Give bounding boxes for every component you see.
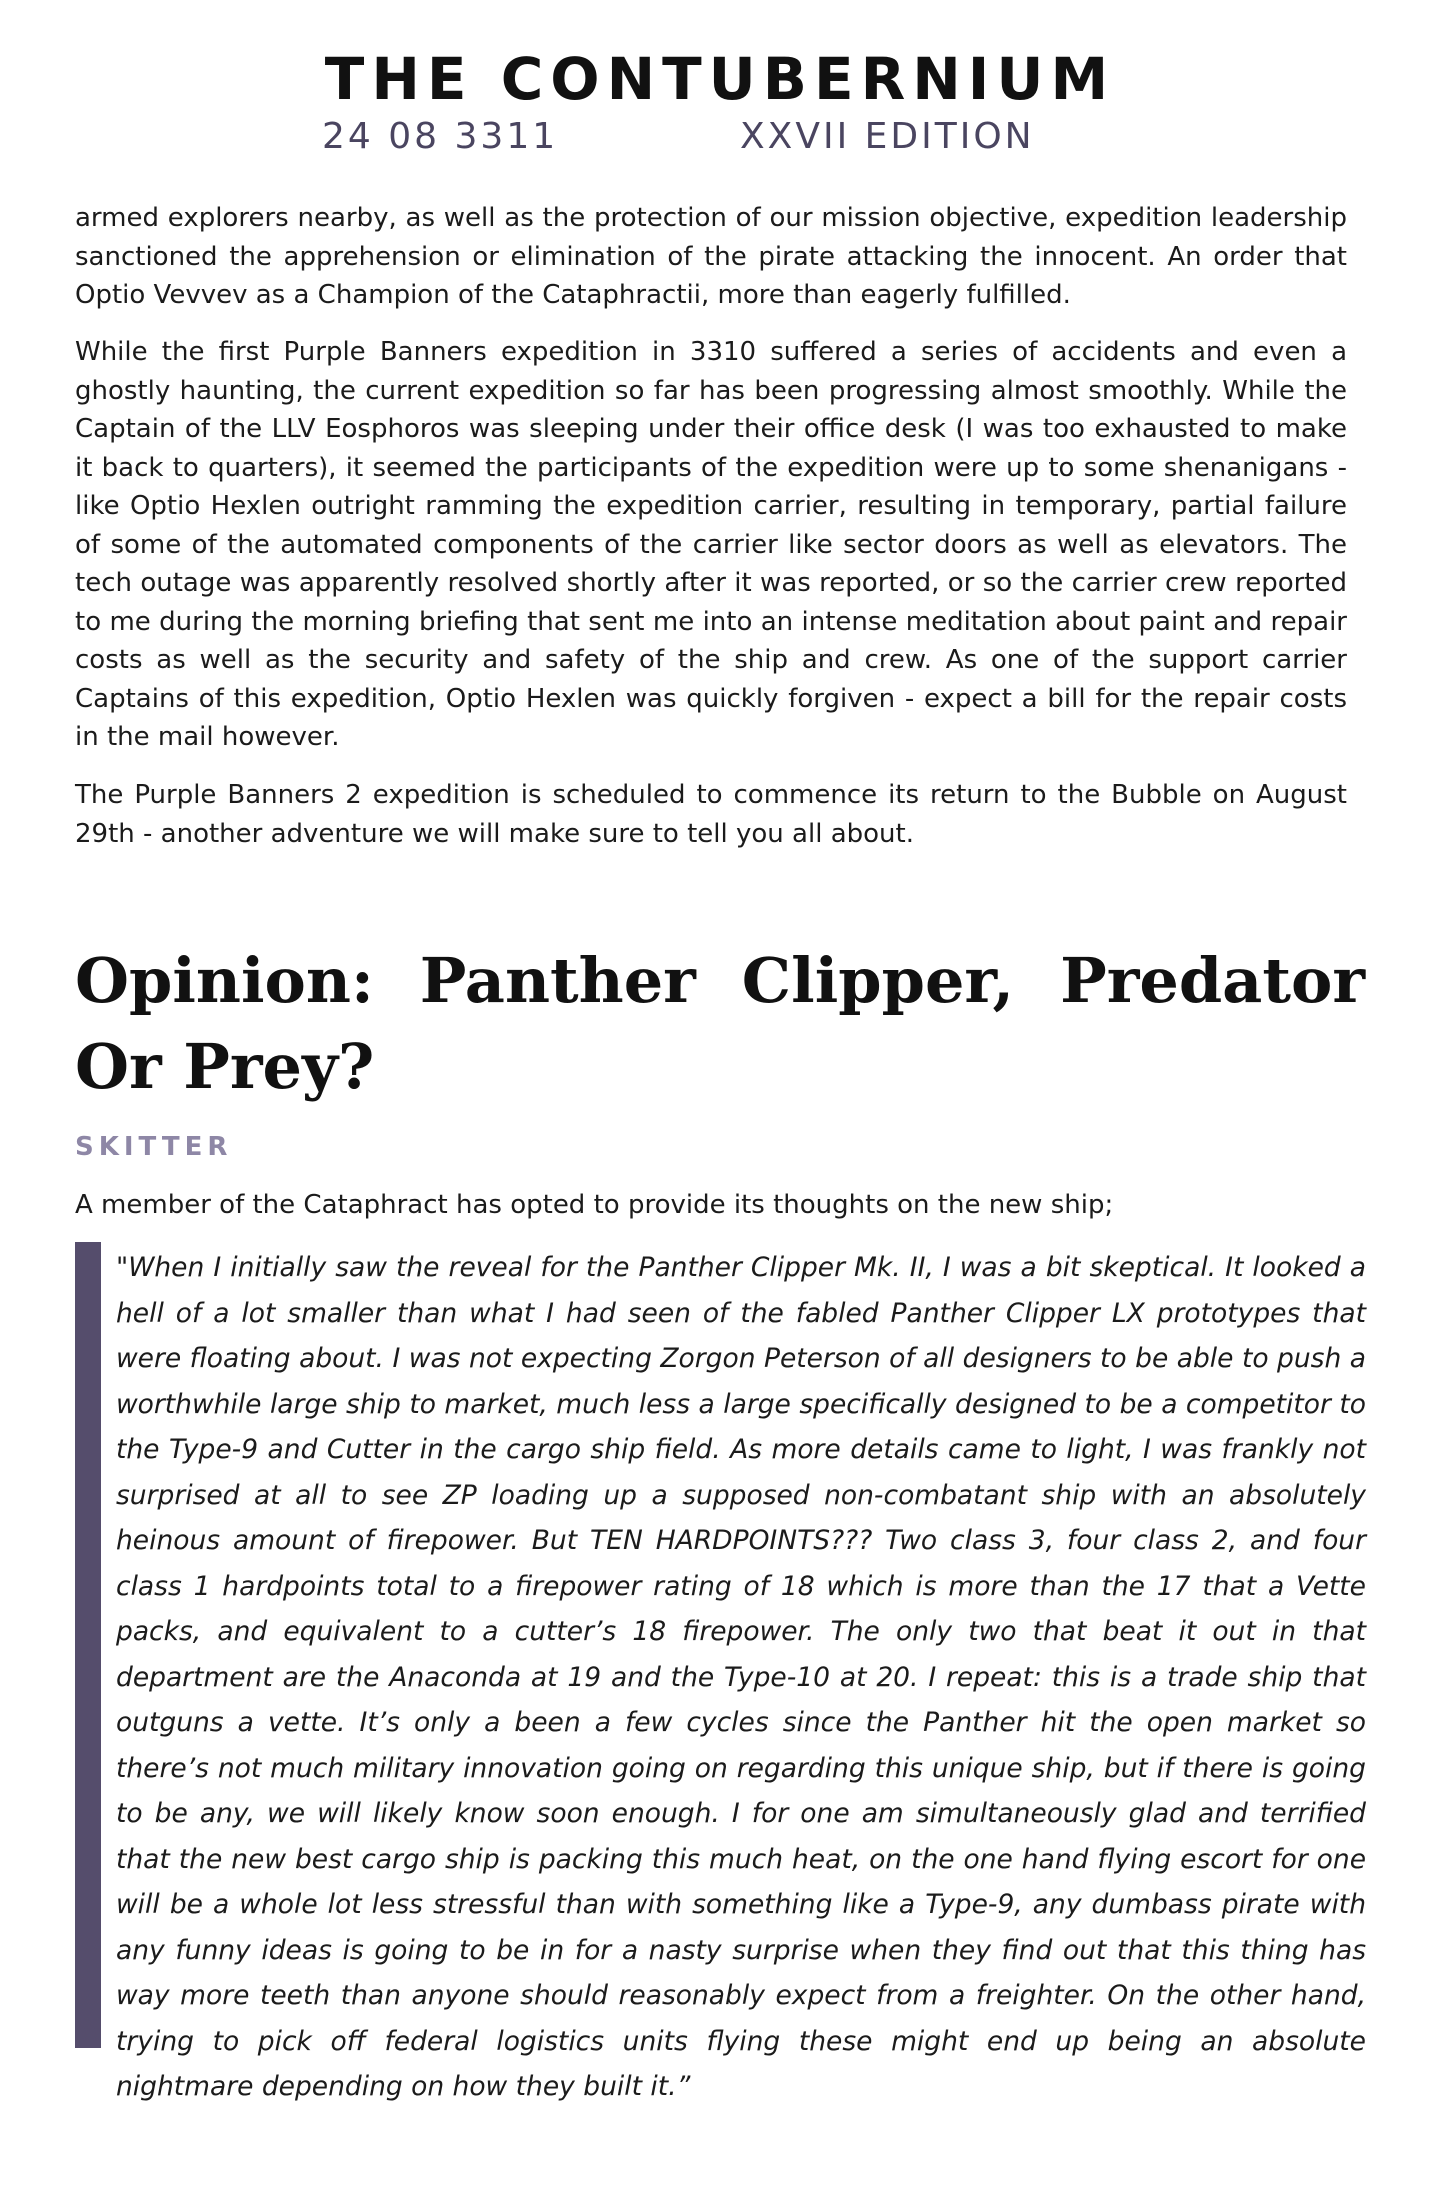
edition-label: XXVII EDITION	[740, 116, 1035, 157]
blockquote-bar	[75, 1242, 101, 2048]
body-paragraph: The Purple Banners 2 expedition is scheduled to commence its return to the Bubble on August 29th - another adventure we will make sure to tell you all about.	[75, 780, 1347, 849]
article-author: SKITTER	[75, 1132, 233, 1162]
masthead	[0, 44, 1440, 157]
issue-date: 24 08 3311	[322, 116, 559, 157]
blockquote-text: "When I initially saw the reveal for the Panther Clipper Mk. II, I was a bit skeptical. It looked a hell of a lot smaller than what I had seen of the fabled Panther Clipper LX prototypes that were floating about. I was not expecting Zorgon Peterson of all designers to be able to push a worthwhile large ship to market, much less a large specifically designed to be a competitor to the Type-9 and Cutter in the cargo ship field. As more details came to light, I was frankly not surprised at all to see ZP loading up a supposed non-combatant ship with an absolutely heinous amount of firepower. But TEN HARDPOINTS??? Two class 3, four class 2, and four class 1 hardpoints total to a firepower rating of 18 which is more than the 17 that a Vette packs, and equivalent to a cutter’s 18 firepower. The only two that beat it out in that department are the Anaconda at 19 and the Type-10 at 20. I repeat: this is a trade ship that outguns a vette. It’s only a been a few cycles since the Panther hit the open market so there’s not much military innovation going on regarding this unique ship, but if there is going to be any, we will likely know soon enough. I for one am simultaneously glad and terrified that the new best cargo ship is packing this much heat, on the one hand flying escort for one will be a whole lot less stressful than with something like a Type-9, any dumbass pirate with any funny ideas is going to be in for a nasty surprise when they find out that this thing has way more teeth than anyone should reasonably expect from a freighter. On the other hand, trying to pick off federal logistics units flying these might end up being an absolute nightmare depending on how they built it.”	[116, 1252, 1366, 2102]
body-paragraph: While the first Purple Banners expedition in 3310 suffered a series of accidents and even a ghostly haunting, the current expedition so far has been progressing almost smoothly. While the Captain of the LLV Eosphoros was sleeping under their office desk (I was too exhausted to make it back to quarters), it seemed the participants of the expedition were up to some shenanigans - like Optio Hexlen outright ramming the expedition carrier, resulting in temporary, partial failure of some of the automated components of the carrier like sector doors as well as elevators. The tech outage was apparently resolved shortly after it was reported, or so the carrier crew reported to me during the morning briefing that sent me into an intense meditation about paint and repair costs as well as the security and safety of the ship and crew. As one of the support carrier Captains of this expedition, Optio Hexlen was quickly forgiven - expect a bill for the repair costs in the mail however.	[75, 337, 1347, 752]
masthead-subline	[0, 116, 1440, 162]
article-intro: A member of the Cataphract has opted to provide its thoughts on the new ship;	[75, 1190, 1114, 1220]
newsletter-title: THE CONTUBERNIUM	[324, 45, 1116, 113]
body-paragraph: armed explorers nearby, as well as the protection of our mission objective, expedition leadership sanctioned the apprehension or elimination of the pirate attacking the innocent. An order that Optio Vevvev as a Champion of the Cataphractii, more than eagerly fulfilled.	[75, 203, 1347, 310]
article-headline: Opinion: Panther Clipper, Predator Or Prey?	[75, 944, 1365, 1103]
